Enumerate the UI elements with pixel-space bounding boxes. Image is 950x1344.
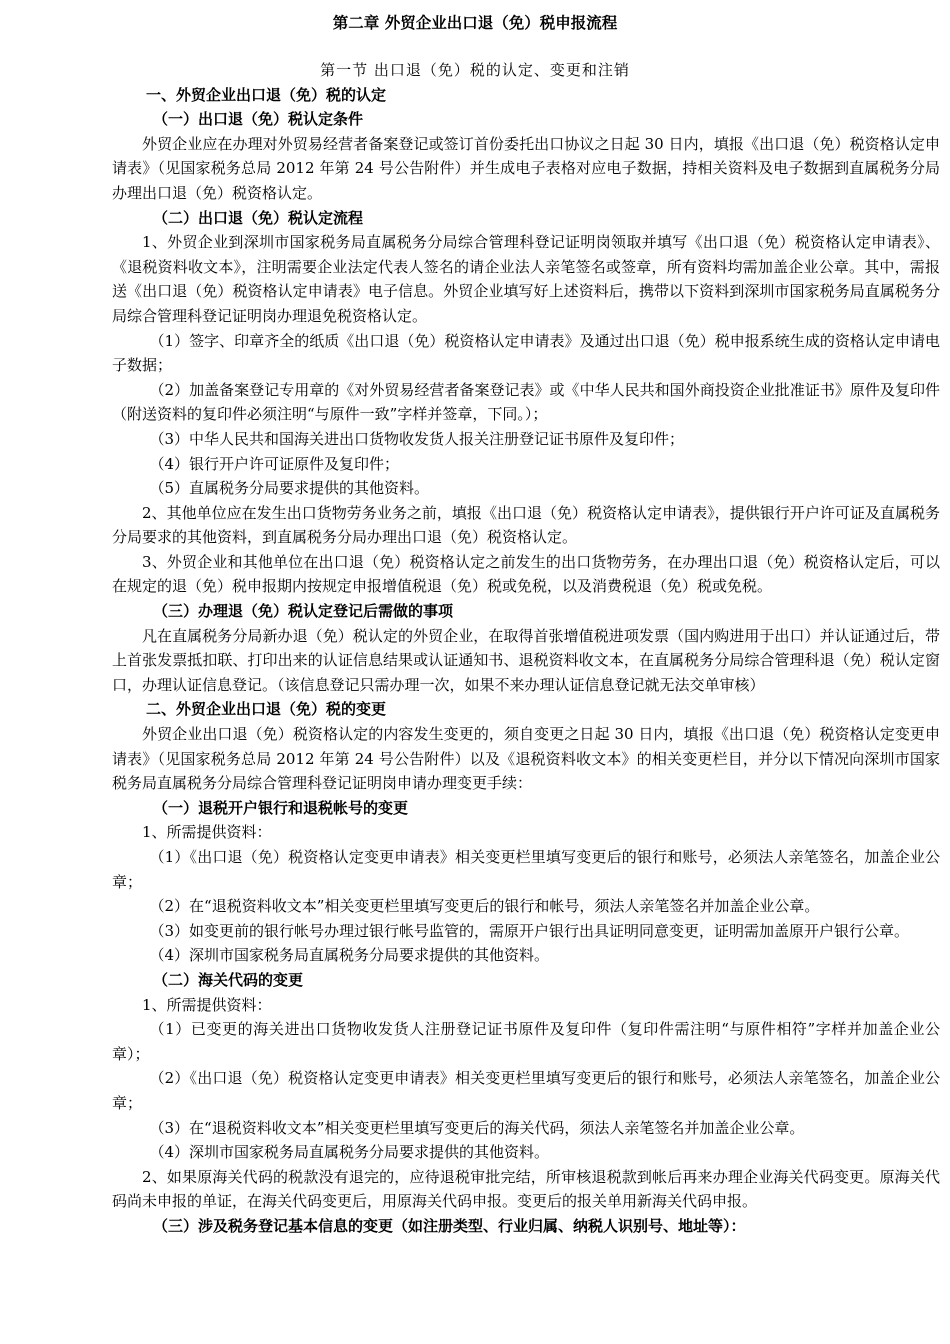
- paragraph-changes: 外贸企业出口退（免）税资格认定的内容发生变更的，须自变更之日起 30 日内，填报《出口退（免）税资格认定变更申请表》（见国家税务总局 2012 年第 24 号公告附件）以及《退税资料收文本》的相关变更栏目，并分以下情况向深圳市国家税务局直属税务分局综合管理科登记证明岗申请办理变更手续：: [112, 725, 940, 793]
- subheading-conditions: （一）出口退（免）税认定条件: [153, 110, 364, 129]
- heading-certification: 一、外贸企业出口退（免）税的认定: [146, 85, 387, 104]
- paragraph-process-2: 2、其他单位应在发生出口货物劳务业务之前，填报《出口退（免）税资格认定申请表》，提供银行开户许可证及直属税务分局要求的其他资料，到直属税务分局办理出口退（免）税资格认定。: [112, 503, 940, 547]
- subheading-bank-change: （一）退税开户银行和退税帐号的变更: [153, 798, 409, 817]
- section-title: 第一节 出口退（免）税的认定、变更和注销: [320, 61, 630, 79]
- list-item: （3）如变更前的银行帐号办理过银行帐号监管的，需原开户银行出具证明同意变更，证明需加盖原开户银行公章。: [149, 921, 910, 940]
- list-item: （3）中华人民共和国海关进出口货物收发货人报关注册登记证书原件及复印件；: [149, 429, 685, 448]
- paragraph-customs-note: 2、如果原海关代码的税款没有退完的，应待退税审批完结，所审核退税款到帐后再来办理企业海关代码变更。原海关代码尚未申报的单证，在海关代码变更后，用原海关代码申报。变更后的报关单用新海关代码申报。: [112, 1167, 940, 1211]
- paragraph-required-materials: 1、所需提供资料：: [142, 995, 272, 1014]
- subheading-registration-info-change: （三）涉及税务登记基本信息的变更（如注册类型、行业归属、纳税人识别号、地址等）：: [153, 1216, 746, 1235]
- list-item: （1）《出口退（免）税资格认定变更申请表》相关变更栏里填写变更后的银行和账号，必须法人亲笔签名，加盖企业公章；: [112, 848, 940, 891]
- list-item: （1）已变更的海关进出口货物收发货人注册登记证书原件及复印件（复印件需注明“与原件相符”字样并加盖企业公章）；: [112, 1020, 940, 1063]
- paragraph-after-registration: 凡在直属税务分局新办退（免）税认定的外贸企业，在取得首张增值税进项发票（国内购进用于出口）并认证通过后，带上首张发票抵扣联、打印出来的认证信息结果或认证通知书、退税资料收文本，在直属税务分局综合管理科退（免）税认定窗口，办理认证信息登记。（该信息登记只需办理一次，如果不来办理认证信息登记就无法交单审核）: [112, 626, 940, 694]
- paragraph-required-materials: 1、所需提供资料：: [142, 823, 272, 842]
- list-item: （5）直属税务分局要求提供的其他资料。: [149, 479, 430, 498]
- list-item: （2）加盖备案登记专用章的《对外贸易经营者备案登记表》或《中华人民共和国外商投资企业批准证书》原件及复印件（附送资料的复印件必须注明“与原件一致”字样并签章，下同。）；: [112, 380, 940, 424]
- list-item: （2）在“退税资料收文本”相关变更栏里填写变更后的银行和帐号，须法人亲笔签名并加盖企业公章。: [149, 897, 820, 916]
- list-item: （4）银行开户许可证原件及复印件；: [149, 454, 400, 473]
- subheading-after-registration: （三）办理退（免）税认定登记后需做的事项: [153, 602, 454, 621]
- list-item: （4）深圳市国家税务局直属税务分局要求提供的其他资料。: [149, 946, 550, 965]
- paragraph-process-3: 3、外贸企业和其他单位在出口退（免）税资格认定之前发生的出口货物劳务，在办理出口退（免）税资格认定后，可以在规定的退（免）税申报期内按规定申报增值税退（免）税或免税，以及消费税退（免）税或免税。: [112, 552, 940, 596]
- paragraph-process-1: 1、外贸企业到深圳市国家税务局直属税务分局综合管理科登记证明岗领取并填写《出口退（免）税资格认定申请表》、《退税资料收文本》，注明需要企业法定代表人签名的请企业法人亲笔签名或签章，所有资料均需加盖企业公章。其中，需报送《出口退（免）税资格认定申请表》电子信息。外贸企业填写好上述资料后，携带以下资料到深圳市国家税务局直属税务分局综合管理科登记证明岗办理退免税资格认定。: [112, 233, 940, 325]
- chapter-title: 第二章 外贸企业出口退（免）税申报流程: [332, 13, 618, 32]
- heading-changes: 二、外贸企业出口退（免）税的变更: [146, 700, 387, 719]
- list-item: （2）《出口退（免）税资格认定变更申请表》相关变更栏里填写变更后的银行和账号，必须法人亲笔签名，加盖企业公章；: [112, 1069, 940, 1112]
- list-item: （3）在“退税资料收文本”相关变更栏里填写变更后的海关代码，须法人亲笔签名并加盖企业公章。: [149, 1118, 805, 1137]
- list-item: （4）深圳市国家税务局直属税务分局要求提供的其他资料。: [149, 1143, 550, 1162]
- subheading-customs-change: （二）海关代码的变更: [153, 970, 304, 989]
- list-item: （1）签字、印章齐全的纸质《出口退（免）税资格认定申请表》及通过出口退（免）税申报系统生成的资格认定申请电子数据；: [112, 331, 940, 375]
- paragraph-conditions: 外贸企业应在办理对外贸易经营者备案登记或签订首份委托出口协议之日起 30 日内，填报《出口退（免）税资格认定申请表》（见国家税务总局 2012 年第 24 号公告附件）并生成电子表格对应电子数据，持相关资料及电子数据到直属税务分局办理出口退（免）税资格认定。: [112, 134, 940, 202]
- subheading-process: （二）出口退（免）税认定流程: [153, 208, 364, 227]
